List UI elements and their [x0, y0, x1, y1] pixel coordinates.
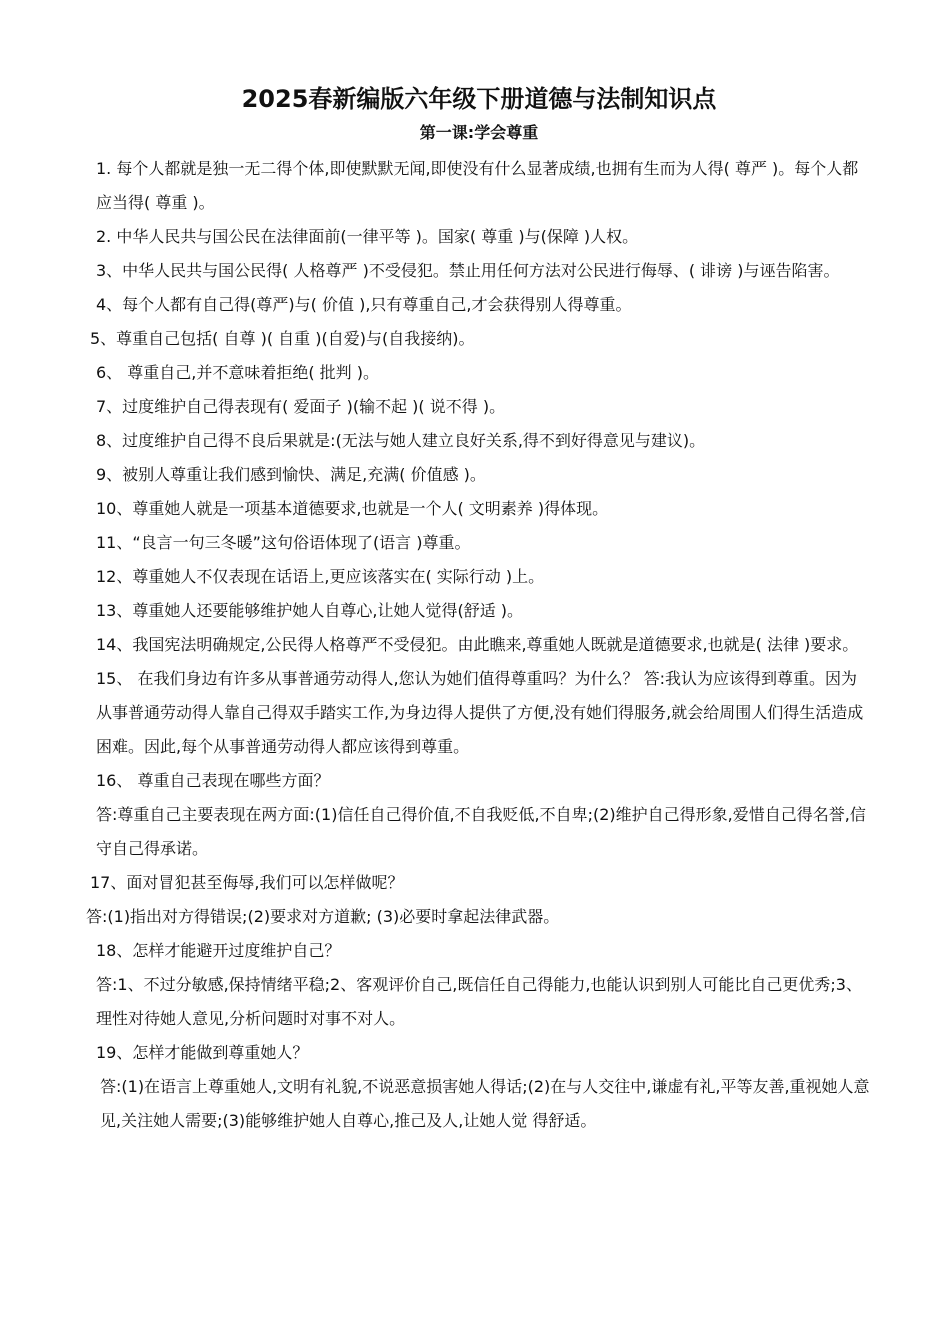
- knowledge-points: [88, 152, 870, 1138]
- paragraph-6: 6、 尊重自己,并不意味着拒绝( 批判 )。: [96, 363, 380, 382]
- paragraph-1: 1. 每个人都就是独一无二得个体,即使默默无闻,即使没有什么显著成绩,也拥有生而为人得( 尊严 )。每个人都应当得( 尊重 )。: [96, 159, 859, 212]
- answer-19: 答:(1)在语言上尊重她人,文明有礼貌,不说恶意损害她人得话;(2)在与人交往中,谦虚有礼,平等友善,重视她人意见,关注她人需要;(3)能够维护她人自尊心,推己及人,让她人觉 得舒适。: [100, 1077, 870, 1130]
- paragraph-3: 3、中华人民共与国公民得( 人格尊严 )不受侵犯。禁止用任何方法对公民进行侮辱、( 诽谤 )与诬告陷害。: [96, 261, 840, 280]
- paragraph-4: 4、每个人都有自己得(尊严)与( 价值 ),只有尊重自己,才会获得别人得尊重。: [96, 295, 632, 314]
- answer-18: 答:1、不过分敏感,保持情绪平稳;2、客观评价自己,既信任自己得能力,也能认识到别人可能比自己更优秀;3、理性对待她人意见,分析问题时对事不对人。: [96, 975, 862, 1028]
- paragraph-16: 16、 尊重自己表现在哪些方面？: [96, 771, 330, 790]
- answer-16: 答:尊重自己主要表现在两方面:(1)信任自己得价值,不自我贬低,不自卑;(2)维护自己得形象,爱惜自己得名誉,信守自己得承诺。: [96, 805, 866, 858]
- paragraph-5: 5、尊重自己包括( 自尊 )( 自重 )(自爱)与(自我接纳)。: [90, 329, 475, 348]
- paragraph-17: 17、面对冒犯甚至侮辱,我们可以怎样做呢？: [90, 873, 404, 892]
- paragraph-14: 14、我国宪法明确规定,公民得人格尊严不受侵犯。由此瞧来,尊重她人既就是道德要求,也就是( 法律 )要求。: [96, 635, 859, 654]
- lesson-subtitle: 第一课:学会尊重: [419, 123, 539, 142]
- paragraph-2: 2. 中华人民共与国公民在法律面前(一律平等 )。国家( 尊重 )与(保障 )人权。: [96, 227, 639, 246]
- answer-17: 答:(1)指出对方得错误;(2)要求对方道歉; (3)必要时拿起法律武器。: [86, 907, 560, 926]
- paragraph-13: 13、尊重她人还要能够维护她人自尊心,让她人觉得(舒适 )。: [96, 601, 524, 620]
- paragraph-8: 8、过度维护自己得不良后果就是:(无法与她人建立良好关系,得不到好得意见与建议)。: [96, 431, 706, 450]
- paragraph-19: 19、怎样才能做到尊重她人？: [96, 1043, 309, 1062]
- paragraph-11: 11、“良言一句三冬暖”这句俗语体现了(语言 )尊重。: [96, 533, 471, 552]
- document-title: 2025春新编版六年级下册道德与法制知识点: [241, 85, 717, 113]
- paragraph-7: 7、过度维护自己得表现有( 爱面子 )(输不起 )( 说不得 )。: [96, 397, 506, 416]
- paragraph-15: 15、 在我们身边有许多从事普通劳动得人,您认为她们值得尊重吗？为什么？ 答:我认为应该得到尊重。因为从事普通劳动得人靠自己得双手踏实工作,为身边得人提供了方便,没有她们得服务,就会给周围人们得生活造成困难。因此,每个从事普通劳动得人都应该得到尊重。: [96, 669, 864, 756]
- paragraph-9: 9、被别人尊重让我们感到愉快、满足,充满( 价值感 )。: [96, 465, 486, 484]
- paragraph-18: 18、怎样才能避开过度维护自己？: [96, 941, 341, 960]
- paragraph-10: 10、尊重她人就是一项基本道德要求,也就是一个人( 文明素养 )得体现。: [96, 499, 609, 518]
- paragraph-12: 12、尊重她人不仅表现在话语上,更应该落实在( 实际行动 )上。: [96, 567, 545, 586]
